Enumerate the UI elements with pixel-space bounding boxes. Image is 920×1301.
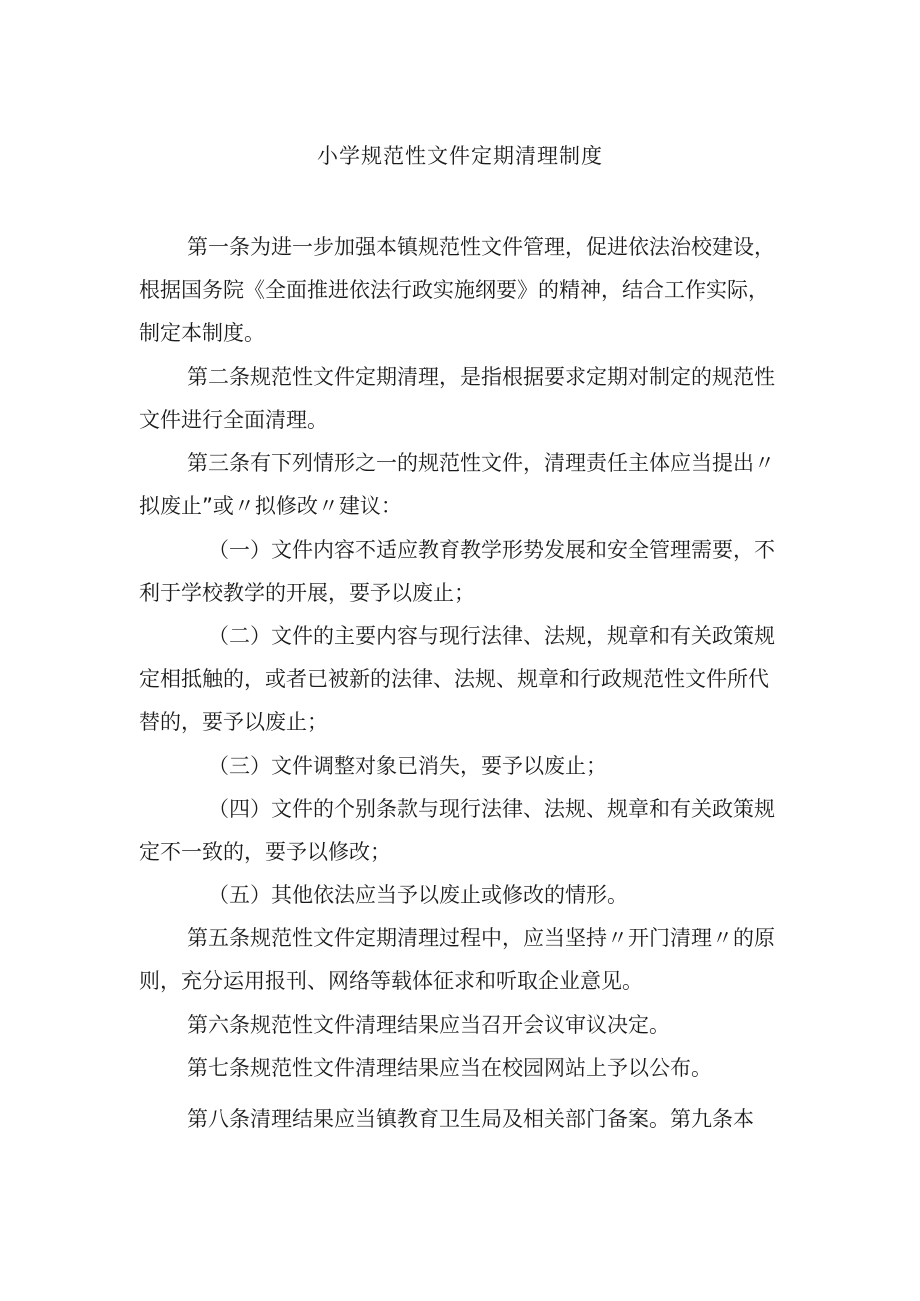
- text-line-15: 定不一致的，要予以修改；: [139, 840, 391, 864]
- text-line-18: 则，充分运用报刊、网络等载体征求和听取企业意见。: [139, 969, 643, 993]
- text-line-13: （三）文件调整对象已消失，要予以废止；: [208, 754, 607, 778]
- document-title: 小学规范性文件定期清理制度: [317, 144, 603, 168]
- text-line-8: （一）文件内容不适应教育教学形势发展和安全管理需要，不: [208, 538, 775, 562]
- text-line-3: 制定本制度。: [139, 321, 265, 345]
- text-line-5: 文件进行全面清理。: [139, 408, 328, 432]
- text-line-7: 拟废止”或〃拟修改〃建议：: [139, 494, 402, 518]
- text-line-17: 第五条规范性文件定期清理过程中，应当坚持〃开门清理〃的原: [187, 926, 775, 950]
- text-line-10: （二）文件的主要内容与现行法律、法规，规章和有关政策规: [208, 624, 775, 648]
- text-line-4: 第二条规范性文件定期清理，是指根据要求定期对制定的规范性: [187, 365, 775, 389]
- text-line-19: 第六条规范性文件清理结果应当召开会议审议决定。: [187, 1013, 670, 1037]
- text-line-9: 利于学校教学的开展，要予以废止；: [139, 581, 475, 605]
- text-line-20: 第七条规范性文件清理结果应当在校园网站上予以公布。: [187, 1056, 712, 1080]
- text-line-6: 第三条有下列情形之一的规范性文件，清理责任主体应当提出〃: [187, 451, 775, 475]
- text-line-12: 替的，要予以废止；: [139, 710, 328, 734]
- text-line-11: 定相抵触的，或者已被新的法律、法规、规章和行政规范性文件所代: [139, 667, 769, 691]
- text-line-16: （五）其他依法应当予以废止或修改的情形。: [208, 883, 628, 907]
- text-line-1: 第一条为进一步加强本镇规范性文件管理，促进依法治校建设，: [187, 235, 775, 259]
- text-line-2: 根据国务院《全面推进依法行政实施纲要》的精神，结合工作实际，: [139, 278, 769, 302]
- text-line-14: （四）文件的个别条款与现行法律、法规、规章和有关政策规: [208, 797, 775, 821]
- text-line-21: 第八条清理结果应当镇教育卫生局及相关部门备案。第九条本: [187, 1107, 754, 1131]
